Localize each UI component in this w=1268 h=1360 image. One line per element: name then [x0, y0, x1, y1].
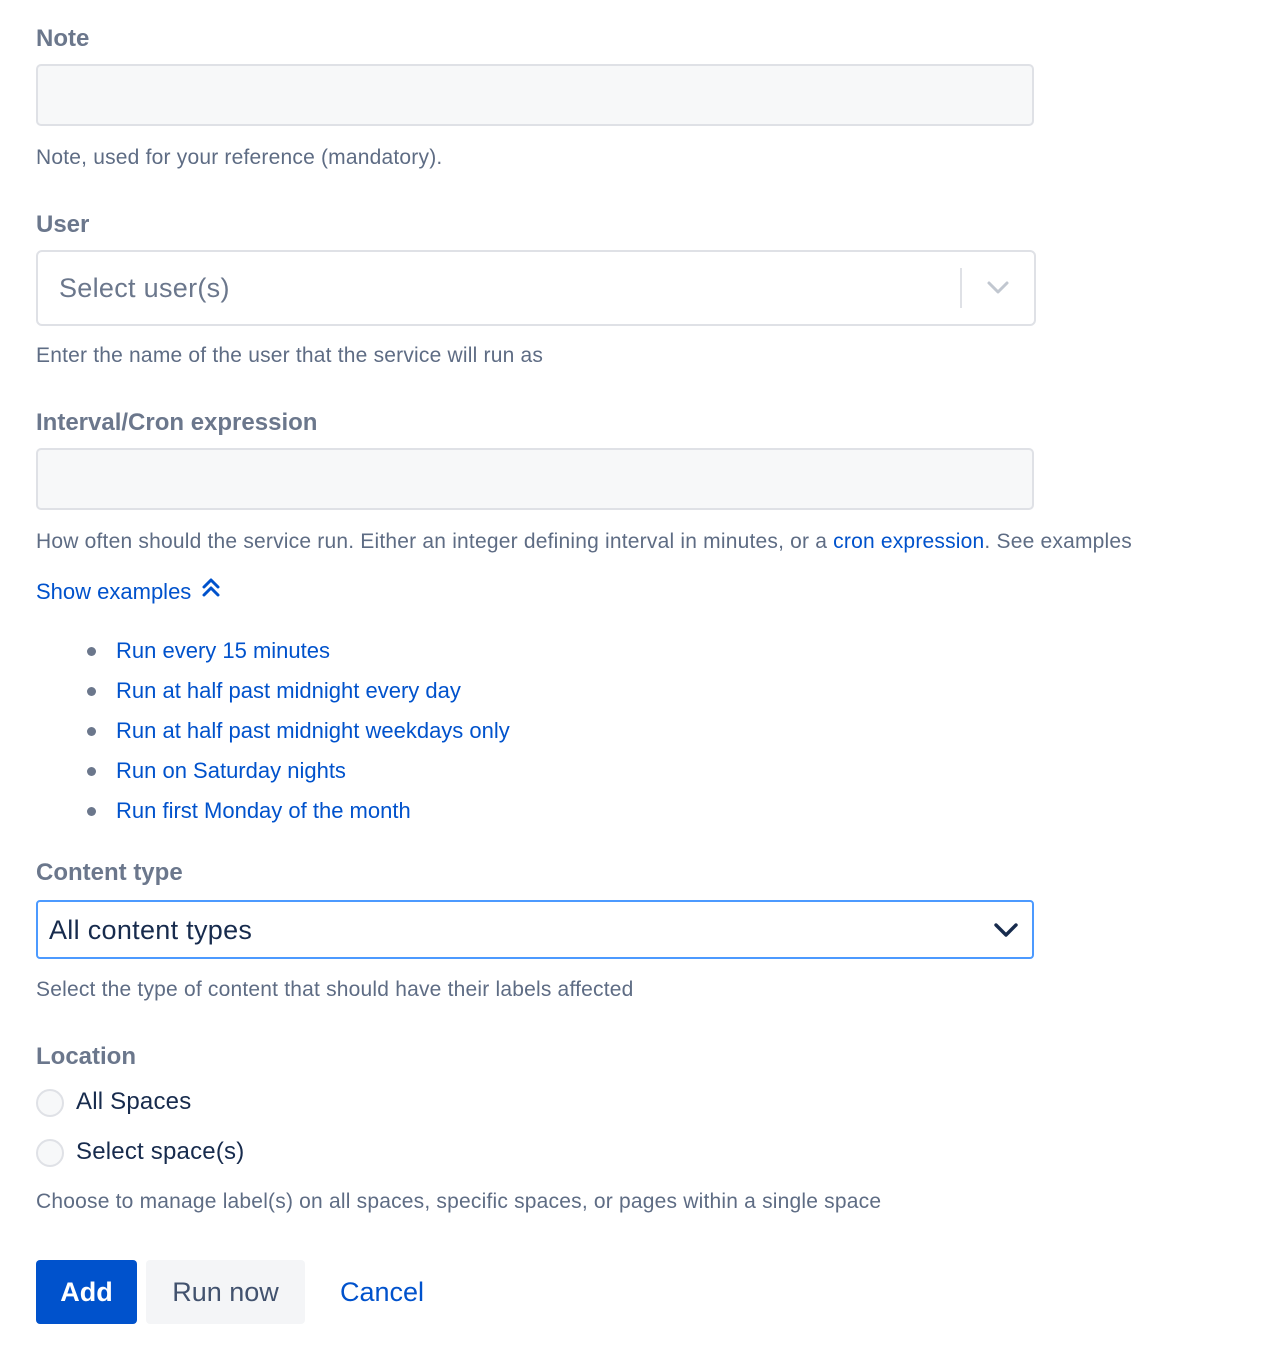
content-type-help: Select the type of content that should have their labels affected [36, 978, 634, 1001]
location-help: Choose to manage label(s) on all spaces, specific spaces, or pages within a single space [36, 1190, 882, 1213]
location-label: Location [36, 1043, 136, 1070]
note-help: Note, used for your reference (mandatory). [36, 146, 443, 169]
show-examples-label[interactable]: Show examples [36, 579, 192, 604]
chevron-down-icon[interactable] [984, 276, 1012, 300]
examples-list [36, 638, 510, 838]
radio-button[interactable] [36, 1139, 64, 1167]
radio-label[interactable]: Select space(s) [76, 1138, 245, 1165]
cron-expression-link[interactable]: cron expression [833, 530, 985, 553]
content-type-label: Content type [36, 859, 183, 886]
user-select[interactable] [36, 250, 1036, 326]
example-link[interactable]: Run every 15 minutes [116, 638, 330, 663]
user-label: User [36, 211, 90, 238]
list-item [36, 758, 510, 798]
run-now-button[interactable]: Run now [146, 1260, 305, 1324]
show-examples-toggle[interactable] [36, 576, 221, 605]
interval-label: Interval/Cron expression [36, 409, 318, 436]
interval-help-suffix: . See examples [984, 530, 1132, 553]
content-type-select[interactable] [36, 900, 1034, 959]
list-item [36, 638, 510, 678]
example-link[interactable]: Run on Saturday nights [116, 758, 346, 783]
content-type-value: All content types [49, 915, 253, 945]
example-link[interactable]: Run at half past midnight weekdays only [116, 718, 510, 743]
select-separator [960, 268, 962, 308]
list-item [36, 678, 510, 718]
chevron-down-icon[interactable] [992, 918, 1020, 942]
radio-button[interactable] [36, 1089, 64, 1117]
interval-input[interactable] [36, 448, 1034, 510]
note-label: Note [36, 25, 90, 52]
add-button[interactable]: Add [36, 1260, 137, 1324]
interval-help [36, 530, 1132, 554]
note-input[interactable] [36, 64, 1034, 126]
radio-label[interactable]: All Spaces [76, 1088, 192, 1115]
interval-help-text: How often should the service run. Either an integer defining interval in minutes, or a [36, 530, 834, 553]
user-help: Enter the name of the user that the service will run as [36, 344, 544, 367]
user-select-placeholder: Select user(s) [59, 273, 230, 303]
list-item [36, 718, 510, 758]
example-link[interactable]: Run first Monday of the month [116, 798, 411, 823]
list-item [36, 798, 510, 838]
example-link[interactable]: Run at half past midnight every day [116, 678, 461, 703]
cancel-button[interactable]: Cancel [320, 1260, 444, 1324]
chevron-double-up-icon[interactable] [201, 576, 221, 600]
